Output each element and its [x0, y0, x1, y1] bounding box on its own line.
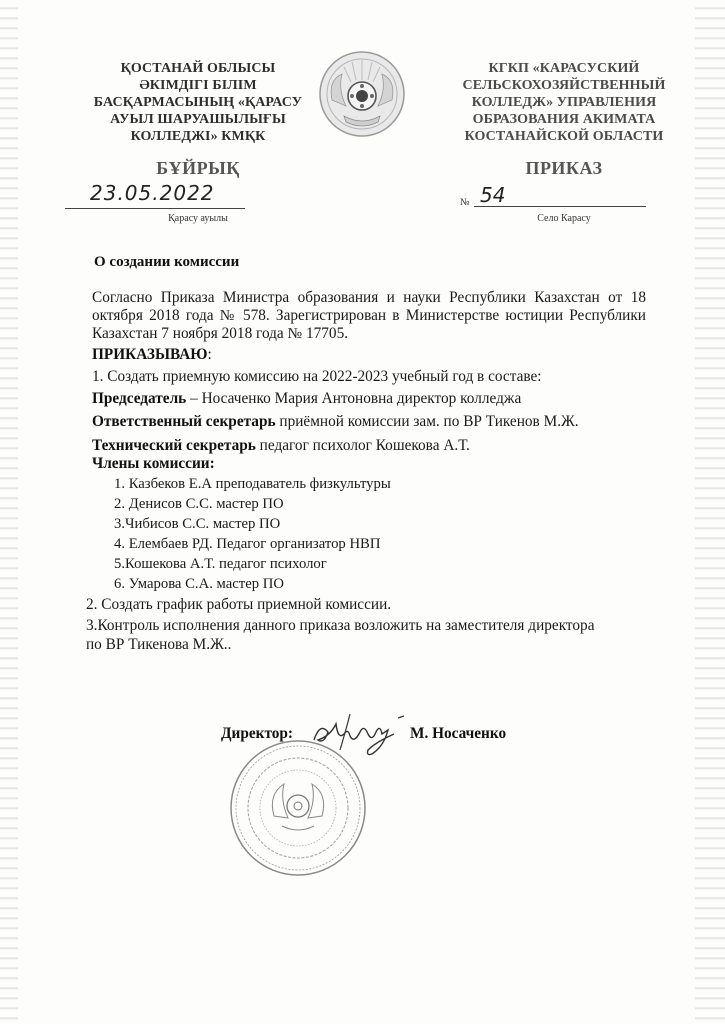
order-number-label: № — [460, 197, 470, 208]
header-org-russian-line: КГКП «КАРАСУСКИЙ — [488, 61, 640, 76]
order-item-2: 2. Создать график работы приемной комиссии. — [86, 596, 392, 613]
order-directive-heading — [92, 346, 212, 364]
member-item: 4. Елембаев РД. Педагог организатор НВП — [114, 536, 381, 552]
header-org-russian-line: ОБРАЗОВАНИЯ АКИМАТА — [472, 112, 656, 127]
member-item: 2. Денисов С.С. мастер ПО — [114, 496, 284, 512]
place-russian: Село Карасу — [537, 213, 591, 224]
technical-secretary-label: Технический секретарь — [92, 437, 256, 454]
header-org-russian — [446, 60, 682, 145]
order-date-handwritten: 23.05.2022 — [90, 181, 215, 205]
responsible-secretary-label: Ответственный секретарь — [92, 413, 276, 430]
scan-edge-right — [695, 0, 725, 1024]
order-title-kazakh: БҰЙРЫҚ — [156, 158, 240, 178]
legal-basis-paragraph: Согласно Приказа Министра образования и науки Республики Казахстан от 18 октября 2018 года № 578. Зарегистрирован в Министерстве юстиции Республики Казахстан 7 ноября 2018 года № 17705. — [92, 289, 646, 342]
chairman-label: Председатель — [92, 390, 187, 407]
member-item: 5.Кошекова А.Т. педагог психолог — [114, 556, 327, 572]
state-emblem-icon — [318, 50, 406, 138]
director-name: М. Носаченко — [410, 725, 507, 742]
order-subject: О создании комиссии — [94, 254, 240, 270]
technical-secretary-text: педагог психолог Кошекова А.Т. — [255, 437, 470, 454]
director-label: Директор: — [221, 725, 294, 742]
header-org-kazakh — [82, 60, 314, 145]
round-seal-stamp-icon — [228, 738, 368, 878]
technical-secretary-line — [92, 437, 470, 455]
order-directive-colon: : — [207, 346, 212, 363]
chairman-text: – Носаченко Мария Антоновна директор колледжа — [186, 390, 522, 407]
responsible-secretary-line — [92, 413, 579, 431]
member-item: 6. Умарова С.А. мастер ПО — [114, 576, 284, 592]
order-item-3-line-2: по ВР Тикенова М.Ж.. — [86, 636, 232, 653]
members-label: Члены комиссии: — [92, 455, 215, 472]
header-org-kazakh-line: АУЫЛ ШАРУАШЫЛЫҒЫ — [110, 112, 286, 127]
header-org-kazakh-line: ҚОСТАНАЙ ОБЛЫСЫ — [120, 61, 276, 76]
order-directive-word: ПРИКАЗЫВАЮ — [92, 346, 208, 363]
members-heading — [92, 455, 215, 473]
chairman-line — [92, 390, 521, 408]
header-org-kazakh-line: БАСҚАРМАСЫНЫҢ «ҚАРАСУ — [93, 95, 303, 110]
header-org-russian-line: КОЛЛЕДЖ» УПРАВЛЕНИЯ — [471, 95, 657, 110]
order-number-handwritten: 54 — [480, 183, 506, 207]
member-item: 3.Чибисов С.С. мастер ПО — [114, 516, 281, 532]
header-org-kazakh-line: ӘКІМДІГІ БІЛІМ — [139, 78, 257, 93]
header-org-russian-line: КОСТАНАЙСКОЙ ОБЛАСТИ — [464, 129, 664, 144]
place-kazakh: Қарасу ауылы — [168, 213, 228, 224]
header-org-kazakh-line: КОЛЛЕДЖІ» КМҚК — [130, 129, 266, 144]
order-item-3-line-1: 3.Контроль исполнения данного приказа возложить на заместителя директора — [86, 617, 595, 634]
order-item-1: 1. Создать приемную комиссию на 2022-2023 учебный год в составе: — [92, 368, 542, 385]
handwritten-signature-icon — [310, 710, 410, 758]
member-item: 1. Казбеков Е.А преподаватель физкультуры — [114, 476, 391, 492]
header-org-russian-line: СЕЛЬСКОХОЗЯЙСТВЕННЫЙ — [462, 78, 666, 93]
order-title-russian: ПРИКАЗ — [525, 158, 603, 178]
scan-edge-left — [0, 0, 18, 1024]
responsible-secretary-text: приёмной комиссии зам. по ВР Тикенов М.Ж. — [275, 413, 579, 430]
